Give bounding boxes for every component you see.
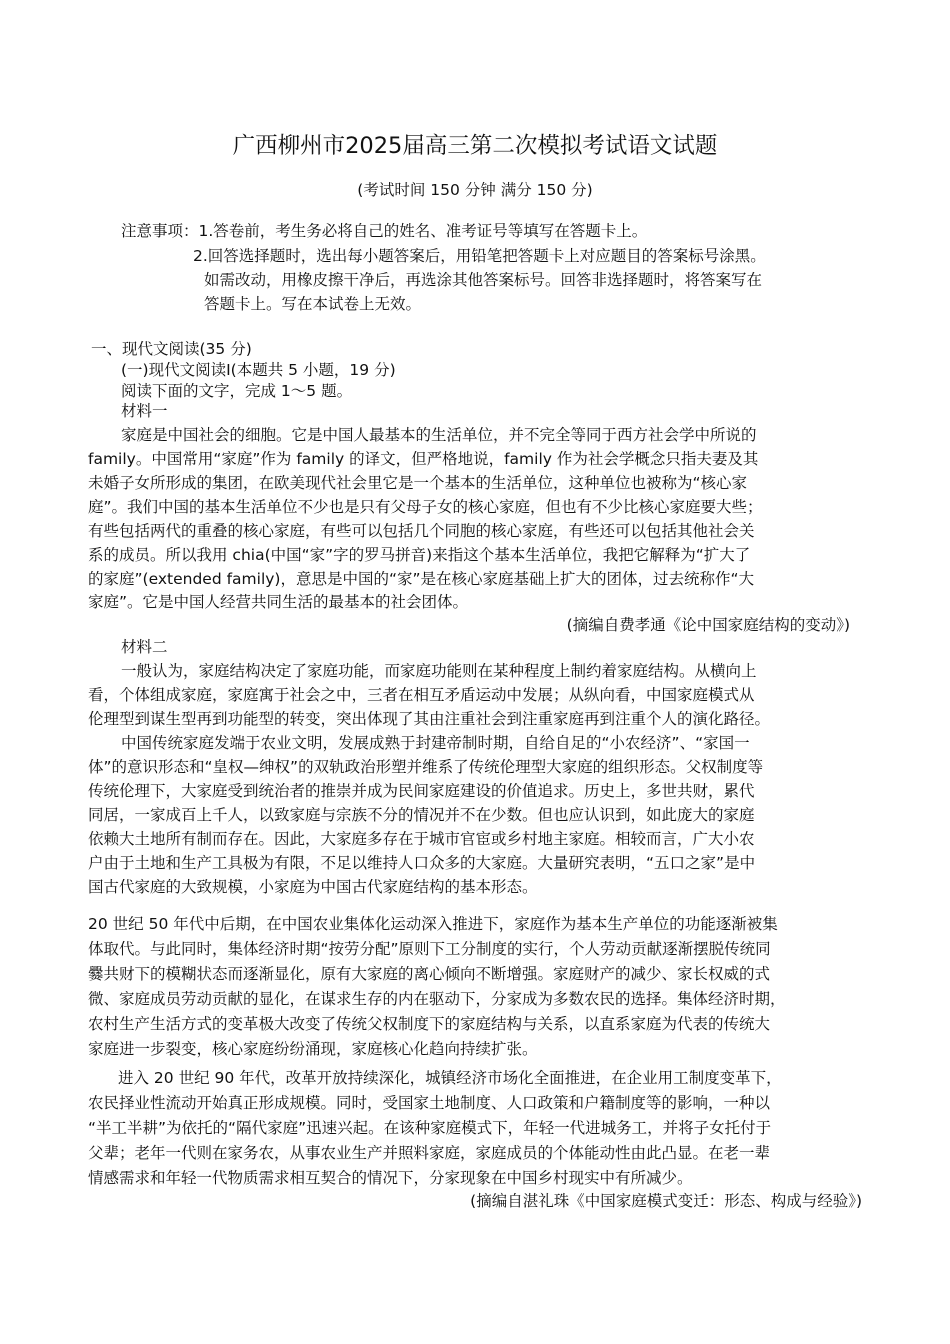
paragraph-line: 系的成员。所以我用 chia(中国“家”字的罗马拼音)来指这个基本生活单位，我把它解释为“扩大了 [88, 546, 751, 564]
notice-line: 答题卡上。写在本试卷上无效。 [204, 295, 422, 313]
paragraph-line: 农村生产生活方式的变革极大改变了传统父权制度下的家庭结构与关系，以直系家庭为代表的传统大 [88, 1015, 771, 1033]
paragraph-line: 微、家庭成员劳动贡献的显化，在谋求生存的内在驱动下，分家成为多数农民的选择。集体经济时期， [88, 990, 786, 1008]
source-citation: (摘编自湛礼珠《中国家庭模式变迁：形态、构成与经验》) [470, 1192, 862, 1210]
paragraph-line: 一般认为，家庭结构决定了家庭功能，而家庭功能则在某种程度上制约着家庭结构。从横向上 [121, 662, 757, 680]
paragraph-line: 体”的意识形态和“皇权—绅权”的双轨政治形塑并维系了传统伦理型大家庭的组织形态。父权制度等 [88, 758, 764, 776]
paragraph-line: 户由于土地和生产工具极为有限，不足以维持人口众多的大家庭。大量研究表明，“五口之家”是中 [88, 854, 756, 872]
paragraph-line: 伦理型到谋生型再到功能型的转变，突出体现了其由注重社会到注重家庭再到注重个人的演化路径。 [88, 710, 771, 728]
exam-time-info: (考试时间 150 分钟 满分 150 分) [357, 181, 593, 199]
notice-line: 如需改动，用橡皮擦干净后，再选涂其他答案标号。回答非选择题时，将答案写在 [204, 271, 763, 289]
paragraph-line: 传统伦理下，大家庭受到统治者的推崇并成为民间家庭建设的价值追求。历史上，多世共财，累代 [88, 782, 755, 800]
paragraph-line: 国古代家庭的大致规模，小家庭为中国古代家庭结构的基本形态。 [88, 878, 538, 896]
paragraph-line: 庭”。我们中国的基本生活单位不少也是只有父母子女的核心家庭，但也有不少比核心家庭要大些； [88, 498, 763, 516]
page-title: 广西柳州市2025届高三第二次模拟考试语文试题 [232, 133, 718, 159]
paragraph-line: “半工半耕”为依托的“隔代家庭”迅速兴起。在该种家庭模式下，年轻一代进城务工，并将子女托付于 [88, 1119, 772, 1137]
paragraph-line: 有些包括两代的重叠的核心家庭，有些可以包括几个同胞的核心家庭，有些还可以包括其他社会关 [88, 522, 755, 540]
notice-line: 2.回答选择题时，选出每小题答案后，用铅笔把答题卡上对应题目的答案标号涂黑。 [193, 247, 766, 265]
paragraph-line: 家庭”。它是中国人经营共同生活的最基本的社会团体。 [88, 593, 469, 611]
paragraph-line: 看，个体组成家庭，家庭寓于社会之中，三者在相互矛盾运动中发展；从纵向看，中国家庭模式从 [88, 686, 755, 704]
sub-section-heading: (一)现代文阅读Ⅰ(本题共 5 小题，19 分) [121, 361, 396, 379]
paragraph-line: 家庭是中国社会的细胞。它是中国人最基本的生活单位，并不完全等同于西方社会学中所说的 [121, 426, 757, 444]
paragraph-line: 体取代。与此同时，集体经济时期“按劳分配”原则下工分制度的实行，个人劳动贡献逐渐摆脱传统同 [88, 940, 771, 958]
paragraph-line: family。中国常用“家庭”作为 family 的译文，但严格地说，family 作为社会学概念只指夫妻及其 [88, 450, 759, 468]
paragraph-line: 爨共财下的模糊状态而逐渐显化，原有大家庭的离心倾向不断增强。家庭财产的减少、家长权威的式 [88, 965, 771, 983]
paragraph-line: 父辈；老年一代则在家务农，从事农业生产并照料家庭，家庭成员的个体能动性由此凸显。在老一辈 [88, 1144, 771, 1162]
section-heading: 一、现代文阅读(35 分) [91, 340, 252, 358]
instruction: 阅读下面的文字，完成 1～5 题。 [121, 382, 353, 400]
material-label: 材料一 [121, 402, 168, 420]
paragraph-line: 同居，一家成百上千人，以致家庭与宗族不分的情况并不在少数。但也应认识到，如此庞大的家庭 [88, 806, 755, 824]
paragraph-line: 依赖大土地所有制而存在。因此，大家庭多存在于城市官宦或乡村地主家庭。相较而言，广大小农 [88, 830, 755, 848]
paragraph-line: 情感需求和年轻一代物质需求相互契合的情况下，分家现象在中国乡村现实中有所减少。 [88, 1169, 693, 1187]
paragraph-line: 进入 20 世纪 90 年代，改革开放持续深化，城镇经济市场化全面推进，在企业用工制度变革下， [118, 1069, 782, 1087]
paragraph-line: 农民择业性流动开始真正形成规模。同时，受国家土地制度、人口政策和户籍制度等的影响，一种以 [88, 1094, 771, 1112]
notice-line: 注意事项：1.答卷前，考生务必将自己的姓名、准考证号等填写在答题卡上。 [121, 222, 648, 240]
source-citation: (摘编自费孝通《论中国家庭结构的变动》) [566, 616, 850, 634]
paragraph-line: 家庭进一步裂变，核心家庭纷纷涌现，家庭核心化趋向持续扩张。 [88, 1040, 538, 1058]
paragraph-line: 20 世纪 50 年代中后期，在中国农业集体化运动深入推进下，家庭作为基本生产单位的功能逐渐被集 [88, 915, 778, 933]
material-label: 材料二 [121, 638, 168, 656]
paragraph-line: 的家庭”(extended family)，意思是中国的“家”是在核心家庭基础上扩大的团体，过去统称作“大 [88, 570, 755, 588]
paragraph-line: 未婚子女所形成的集团，在欧美现代社会里它是一个基本的生活单位，这种单位也被称为“核心家 [88, 474, 748, 492]
paragraph-line: 中国传统家庭发端于农业文明，发展成熟于封建帝制时期，自给自足的“小农经济”、“家国一 [121, 734, 750, 752]
